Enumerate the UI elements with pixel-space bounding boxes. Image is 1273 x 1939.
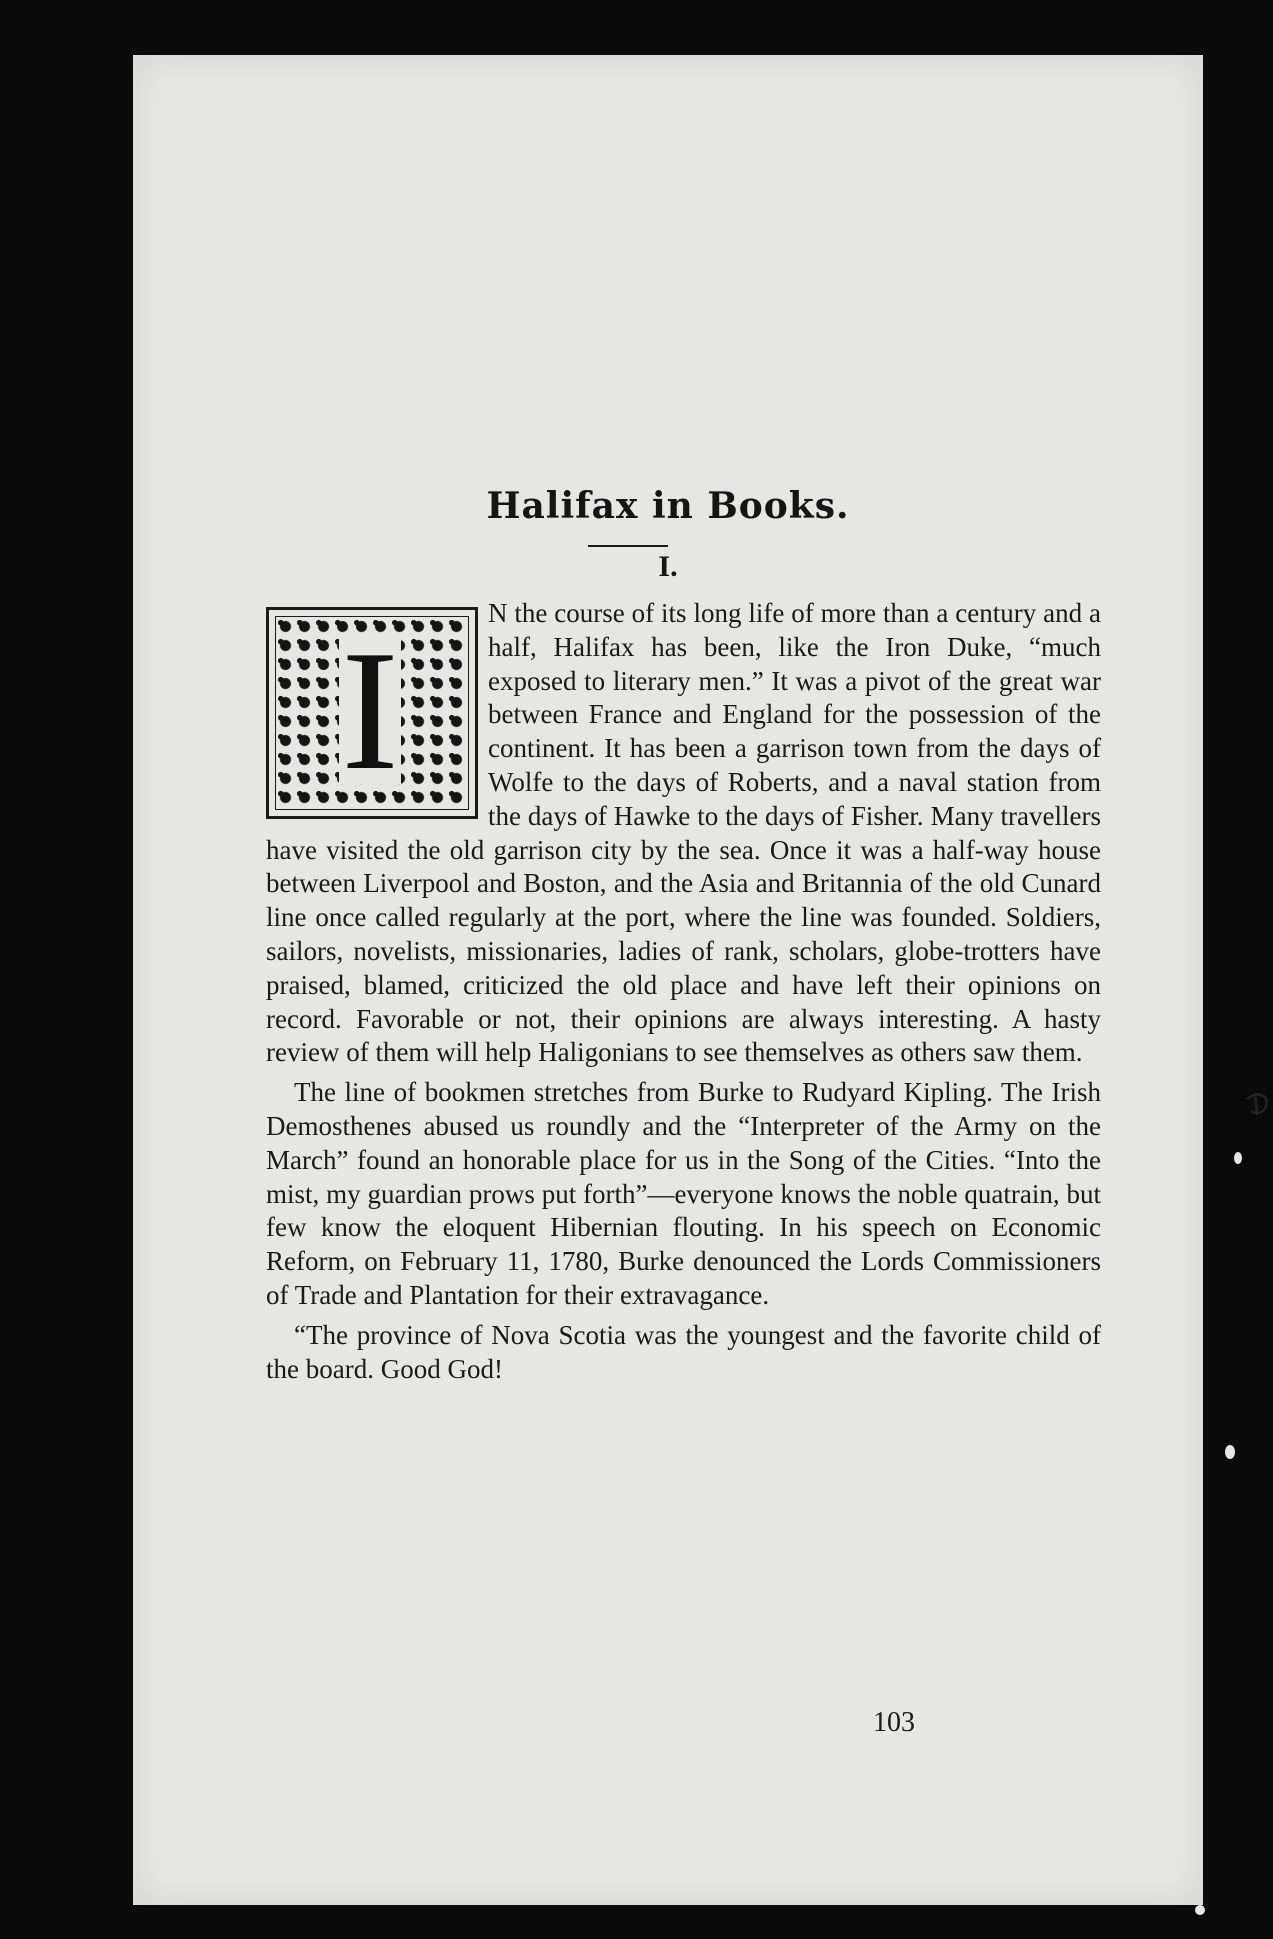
paragraph-1: N the course of its long life of more than a century and a half, Halifax has been, like the Iron Duke, “much exposed to literary men.” It was a pivot of the great war between France and England for the possession of the continent. It has been a garrison town from the days of Wolfe to the days of Roberts, and a naval station from the days of Hawke to the days of Fisher. Many travellers have visited the old garrison city by the sea. Once it was a half-way house between Liverpool and Boston, and the Asia and Britannia of the old Cunard line once called regularly at the port, where the line was founded. Soldiers, sailors, novelists, missionaries, ladies of rank, scholars, globe-trotters have praised, blamed, criticized the old place and have left their opinions on record. Favorable or not, their opinions are always interesting. A hasty review of them will help Haligonians to see themselves as others saw them. — [266, 598, 1101, 1068]
page-title: Halifax in Books. — [486, 485, 850, 527]
book-page — [133, 55, 1203, 1905]
decorated-initial — [266, 607, 478, 819]
border-speck — [1195, 1905, 1205, 1915]
title-rule — [588, 545, 668, 547]
border-speck — [1234, 1152, 1242, 1164]
paragraph-3: “The province of Nova Scotia was the youngest and the favorite child of the board. Good God! — [266, 1319, 1101, 1384]
page-number: 103 — [873, 1707, 915, 1738]
handwritten-margin-mark — [1243, 1085, 1273, 1165]
paragraph-2: The line of bookmen stretches from Burke to Rudyard Kipling. The Irish Demosthenes abused us roundly and the “Interpreter of the Army on the March” found an honorable place for us in the Song of the Cities. “Into the mist, my guardian prows put forth”—everyone knows the noble quatrain, but few know the eloquent Hibernian flouting. In his speech on Economic Reform, on February 11, 1780, Burke denounced the Lords Commissioners of Trade and Plantation for their extravagance. — [266, 1077, 1101, 1310]
initial-letter: I — [341, 616, 399, 806]
section-number: I. — [658, 550, 678, 583]
border-speck — [1225, 1445, 1235, 1459]
